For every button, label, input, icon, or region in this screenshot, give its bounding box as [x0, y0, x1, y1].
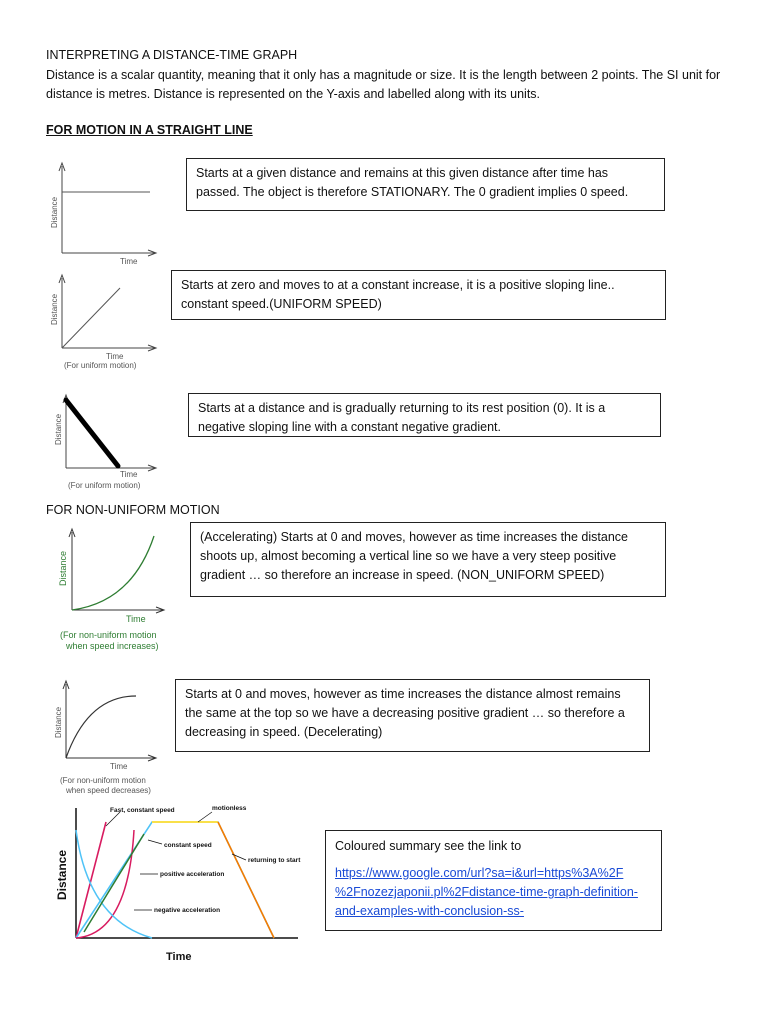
- caption-uniform: (For uniform motion): [64, 361, 137, 370]
- section-non-uniform: FOR NON-UNIFORM MOTION: [46, 503, 220, 517]
- graph-accelerating: [44, 524, 184, 654]
- label-negative-acceleration: negative acceleration: [154, 907, 221, 914]
- graph-stationary: [44, 158, 164, 268]
- label-constant-speed: constant speed: [164, 842, 212, 849]
- caption-line2: when speed decreases): [66, 786, 151, 795]
- decelerating-curve: [66, 696, 136, 758]
- label-returning: returning to start: [248, 857, 301, 864]
- axis-label-distance: Distance: [54, 413, 63, 445]
- axis-label-time: Time: [110, 762, 128, 771]
- summary-link-line1[interactable]: https://www.google.com/url?sa=i&url=https%3A%2F: [335, 866, 624, 880]
- axis-label-distance: Distance: [54, 706, 63, 738]
- section-straight-line: FOR MOTION IN A STRAIGHT LINE: [46, 123, 253, 137]
- sloping-line: [62, 288, 120, 348]
- label-positive-acceleration: positive acceleration: [160, 871, 225, 878]
- axis-label-distance: Distance: [50, 196, 59, 228]
- intro-paragraph: Distance is a scalar quantity, meaning that it only has a magnitude or size. It is the length between 2 points. The SI unit for distance is metres. Distance is represented on the Y-axis and labelled along with its units.: [46, 68, 721, 101]
- axis-label-time: Time: [106, 352, 124, 361]
- cyan-path: [76, 822, 274, 938]
- box-accelerating: (Accelerating) Starts at 0 and moves, however as time increases the distance shoots up, almost becoming a vertical line so we have a very steep positive gradient … so therefore an increase in speed. (NON_UNIFORM SPEED): [190, 522, 666, 597]
- negative-line: [66, 400, 118, 466]
- axis-label-time: Time: [120, 470, 138, 479]
- summary-axis-time: Time: [166, 951, 192, 963]
- axis-label-time: Time: [126, 614, 146, 624]
- axis-label-distance: Distance: [50, 293, 59, 325]
- summary-graph: [48, 800, 318, 970]
- graph-negative: [44, 390, 164, 492]
- axis-label-distance: Distance: [58, 550, 68, 586]
- box-decelerating: Starts at 0 and moves, however as time increases the distance almost remains the same at the top so we have a decreasing positive gradient … so therefore a decreasing in speed. (Decelerating): [175, 679, 650, 752]
- caption-line2: when speed increases): [66, 641, 159, 651]
- caption-uniform: (For uniform motion): [68, 481, 141, 490]
- returning-line: [218, 822, 274, 938]
- label-fast-constant: Fast, constant speed: [110, 807, 175, 814]
- graph-uniform: [44, 270, 164, 372]
- label-motionless: motionless: [212, 805, 247, 812]
- box-uniform: Starts at zero and moves to at a constant increase, it is a positive sloping line.. constant speed.(UNIFORM SPEED): [171, 270, 666, 320]
- caption-line1: (For non-uniform motion: [60, 776, 146, 785]
- page-title: INTERPRETING A DISTANCE-TIME GRAPH: [46, 48, 298, 62]
- box-stationary: Starts at a given distance and remains at this given distance after time has passed. The object is therefore STATIONARY. The 0 gradient implies 0 speed.: [186, 158, 665, 211]
- summary-link-line3[interactable]: and-examples-with-conclusion-ss-: [335, 904, 524, 918]
- box-negative: Starts at a distance and is gradually returning to its rest position (0). It is a negative sloping line with a constant negative gradient.: [188, 393, 661, 437]
- summary-axis-distance: Distance: [55, 849, 69, 900]
- accelerating-curve: [72, 536, 154, 610]
- graph-decelerating: [44, 676, 184, 798]
- axis-label-time: Time: [120, 257, 138, 266]
- summary-label: Coloured summary see the link to: [335, 839, 522, 853]
- positive-acceleration-curve: [76, 830, 134, 938]
- caption-line1: (For non-uniform motion: [60, 630, 157, 640]
- summary-link-line2[interactable]: %2Fnozezjaponii.pl%2Fdistance-time-graph-definition-: [335, 885, 638, 899]
- box-summary-link: [325, 830, 662, 931]
